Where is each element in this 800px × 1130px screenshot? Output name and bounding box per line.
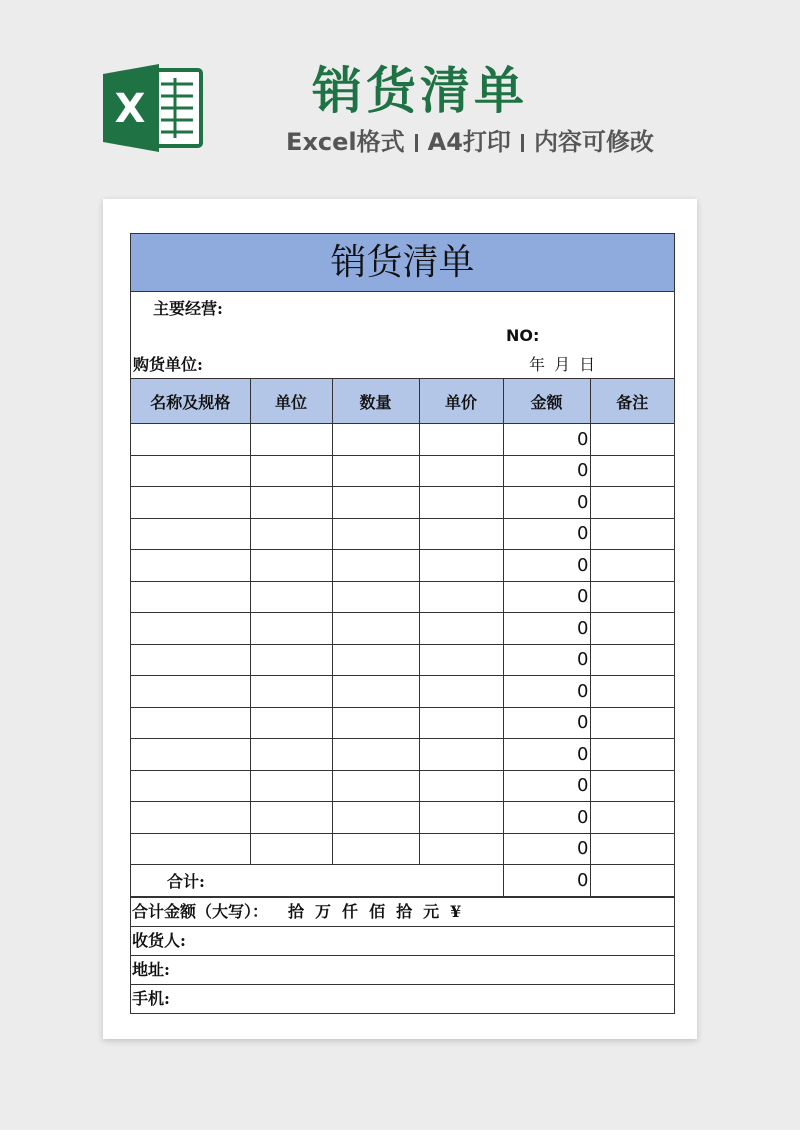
phone-row[interactable] — [131, 984, 674, 1013]
cell-name[interactable] — [131, 518, 250, 550]
cell-unit[interactable] — [250, 550, 332, 582]
cell-remarks[interactable] — [590, 739, 674, 771]
cell-unit[interactable] — [250, 644, 332, 676]
amount-unit: 元 — [423, 901, 441, 921]
amount-unit: 拾 — [288, 901, 306, 921]
cell-amount[interactable]: 0 — [503, 613, 590, 645]
cell-unit[interactable] — [250, 455, 332, 487]
cell-remarks[interactable] — [590, 833, 674, 865]
cell-name[interactable] — [131, 676, 250, 708]
table-row — [131, 518, 674, 550]
cell-name[interactable] — [131, 770, 250, 802]
table-row — [131, 676, 674, 708]
subtitle-print: A4打印 — [427, 128, 511, 156]
total-amount[interactable]: 0 — [503, 865, 590, 897]
column-header-remarks: 备注 — [590, 379, 674, 424]
cell-quantity[interactable] — [332, 487, 419, 519]
cell-quantity[interactable] — [332, 581, 419, 613]
table-row — [131, 613, 674, 645]
cell-name[interactable] — [131, 613, 250, 645]
cell-name[interactable] — [131, 550, 250, 582]
amount-in-words-label: 合计金额（大写）： — [132, 901, 269, 921]
cell-amount[interactable]: 0 — [503, 487, 590, 519]
number-label: NO: — [506, 326, 540, 345]
subtitle — [230, 126, 710, 158]
cell-price[interactable] — [419, 581, 503, 613]
cell-quantity[interactable] — [332, 424, 419, 456]
cell-remarks[interactable] — [590, 424, 674, 456]
table-row — [131, 424, 674, 456]
buyer-label: 购货单位: — [133, 355, 203, 374]
cell-price[interactable] — [419, 707, 503, 739]
cell-remarks[interactable] — [590, 770, 674, 802]
cell-quantity[interactable] — [332, 802, 419, 834]
cell-price[interactable] — [419, 518, 503, 550]
cell-price[interactable] — [419, 424, 503, 456]
cell-name[interactable] — [131, 802, 250, 834]
cell-unit[interactable] — [250, 770, 332, 802]
amount-unit: 万 — [315, 901, 333, 921]
cell-price[interactable] — [419, 802, 503, 834]
cell-amount[interactable]: 0 — [503, 581, 590, 613]
amount-in-words-row[interactable] — [131, 897, 674, 926]
cell-amount[interactable]: 0 — [503, 644, 590, 676]
column-header-unit: 单位 — [250, 379, 332, 424]
cell-quantity[interactable] — [332, 676, 419, 708]
column-header-quantity: 数量 — [332, 379, 419, 424]
subtitle-editable: 内容可修改 — [533, 128, 654, 156]
column-header-name: 名称及规格 — [131, 379, 250, 424]
column-header-price: 单价 — [419, 379, 503, 424]
cell-remarks[interactable] — [590, 644, 674, 676]
cell-quantity[interactable] — [332, 613, 419, 645]
address-label: 地址: — [132, 959, 170, 979]
total-row — [131, 865, 674, 897]
table-row — [131, 833, 674, 865]
date-label: 年 月 日 — [529, 355, 598, 374]
table-row — [131, 644, 674, 676]
cell-remarks[interactable] — [590, 487, 674, 519]
cell-quantity[interactable] — [332, 518, 419, 550]
table-row — [131, 550, 674, 582]
cell-price[interactable] — [419, 644, 503, 676]
cell-amount[interactable]: 0 — [503, 802, 590, 834]
cell-quantity[interactable] — [332, 550, 419, 582]
cell-remarks[interactable] — [590, 707, 674, 739]
cell-remarks[interactable] — [590, 581, 674, 613]
cell-price[interactable] — [419, 676, 503, 708]
cell-unit[interactable] — [250, 802, 332, 834]
cell-name[interactable] — [131, 581, 250, 613]
cell-unit[interactable] — [250, 424, 332, 456]
cell-amount[interactable]: 0 — [503, 707, 590, 739]
cell-amount[interactable]: 0 — [503, 739, 590, 771]
cell-name[interactable] — [131, 487, 250, 519]
cell-unit[interactable] — [250, 581, 332, 613]
goods-table-body — [131, 424, 674, 865]
cell-unit[interactable] — [250, 833, 332, 865]
total-label: 合计: — [131, 865, 503, 897]
cell-amount[interactable]: 0 — [503, 676, 590, 708]
sales-form — [130, 233, 675, 1014]
address-row[interactable] — [131, 955, 674, 984]
subtitle-separator — [521, 134, 524, 152]
cell-unit[interactable] — [250, 613, 332, 645]
amount-unit: ¥ — [450, 901, 463, 921]
cell-amount[interactable]: 0 — [503, 424, 590, 456]
total-remarks-cell[interactable] — [590, 865, 674, 897]
cell-name[interactable] — [131, 739, 250, 771]
amount-unit: 仟 — [342, 901, 360, 921]
cell-remarks[interactable] — [590, 676, 674, 708]
table-row — [131, 770, 674, 802]
cell-quantity[interactable] — [332, 707, 419, 739]
cell-unit[interactable] — [250, 739, 332, 771]
table-row — [131, 487, 674, 519]
cell-name[interactable] — [131, 833, 250, 865]
document-page — [103, 199, 697, 1039]
cell-remarks[interactable] — [590, 613, 674, 645]
cell-unit[interactable] — [250, 707, 332, 739]
receiver-label: 收货人: — [132, 930, 186, 950]
subtitle-format: Excel格式 — [286, 128, 405, 156]
cell-remarks[interactable] — [590, 455, 674, 487]
amount-unit: 拾 — [396, 901, 414, 921]
cell-price[interactable] — [419, 739, 503, 771]
cell-quantity[interactable] — [332, 833, 419, 865]
cell-name[interactable] — [131, 707, 250, 739]
subtitle-separator — [415, 134, 418, 152]
form-info — [131, 292, 674, 378]
excel-icon — [103, 64, 203, 152]
banner — [0, 0, 800, 200]
goods-table — [131, 378, 674, 897]
cell-unit[interactable] — [250, 676, 332, 708]
receiver-row[interactable] — [131, 926, 674, 955]
cell-name[interactable] — [131, 644, 250, 676]
cell-amount[interactable]: 0 — [503, 455, 590, 487]
column-header-amount: 金额 — [503, 379, 590, 424]
cell-name[interactable] — [131, 455, 250, 487]
table-row — [131, 581, 674, 613]
cell-quantity[interactable] — [332, 739, 419, 771]
cell-price[interactable] — [419, 550, 503, 582]
cell-amount[interactable]: 0 — [503, 770, 590, 802]
table-row — [131, 707, 674, 739]
manager-label: 主要经营: — [153, 299, 223, 318]
cell-price[interactable] — [419, 770, 503, 802]
table-row — [131, 739, 674, 771]
cell-quantity[interactable] — [332, 644, 419, 676]
cell-remarks[interactable] — [590, 518, 674, 550]
page-title: 销货清单 — [312, 62, 528, 120]
cell-amount[interactable]: 0 — [503, 518, 590, 550]
excel-logo-letter: X — [114, 86, 146, 132]
cell-amount[interactable]: 0 — [503, 833, 590, 865]
phone-label: 手机: — [132, 988, 170, 1008]
table-header-row — [131, 379, 674, 424]
cell-remarks[interactable] — [590, 802, 674, 834]
cell-price[interactable] — [419, 455, 503, 487]
table-row — [131, 802, 674, 834]
cell-quantity[interactable] — [332, 455, 419, 487]
cell-unit[interactable] — [250, 518, 332, 550]
form-title: 销货清单 — [131, 234, 674, 292]
cell-unit[interactable] — [250, 487, 332, 519]
cell-name[interactable] — [131, 424, 250, 456]
cell-price[interactable] — [419, 833, 503, 865]
cell-price[interactable] — [419, 487, 503, 519]
table-row — [131, 455, 674, 487]
cell-price[interactable] — [419, 613, 503, 645]
amount-unit: 佰 — [369, 901, 387, 921]
cell-amount[interactable]: 0 — [503, 550, 590, 582]
cell-quantity[interactable] — [332, 770, 419, 802]
amount-units — [288, 902, 472, 921]
cell-remarks[interactable] — [590, 550, 674, 582]
